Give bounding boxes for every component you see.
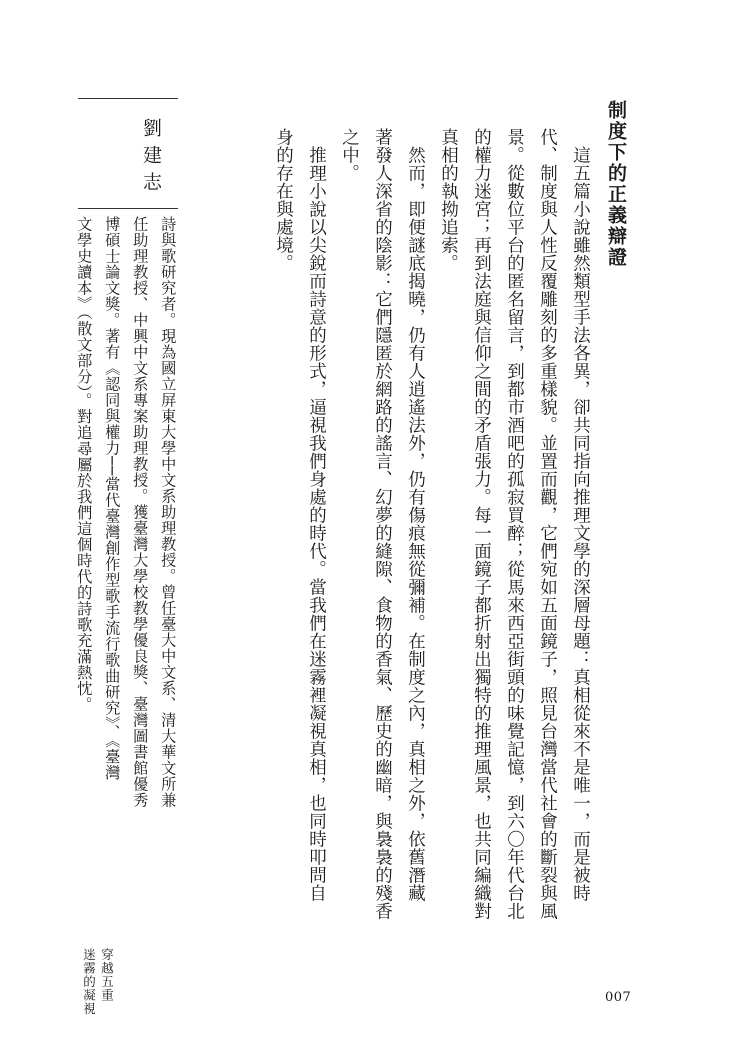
essay-line: 之中。 [339, 128, 360, 182]
running-title-line: 穿越五重 [99, 948, 115, 1002]
author-rule-bottom [78, 208, 178, 209]
author-bio-line: 博碩士論文獎。著有《認同與權力──當代臺灣創作型歌手流行歌曲研究》、《臺灣 [103, 216, 122, 781]
author-bio-line: 任助理教授、中興中文系專案助理教授。獲臺灣大學校教學優良獎、臺灣圖書館優秀 [131, 216, 150, 808]
essay-line: 景。從數位平台的匿名留言，到都市酒吧的孤寂買醉；從馬來西亞街頭的味覺記憶，到六〇年代台北 [504, 128, 525, 920]
author-bio-line: 詩與歌研究者。現為國立屏東大學中文系助理教授。曾任臺大中文系、清大華文所兼 [159, 216, 178, 808]
essay-line: 這五篇小說雖然類型手法各異，卻共同指向推理文學的深層母題：真相從來不是唯一，而是被時 [570, 128, 591, 902]
running-title-line: 迷霧的凝視 [81, 948, 97, 1016]
page-number: 007 [605, 990, 632, 1005]
essay-line: 著發人深省的陰影：它們隱匿於網路的謠言、幻夢的縫隙、食物的香氣、歷史的幽暗，與裊裊的殘香 [372, 128, 393, 920]
author-bio-line: 文學史讀本》（散文部分）。對追尋屬於我們這個時代的詩歌充滿熱忱。 [75, 216, 94, 713]
essay-line: 然而，即便謎底揭曉，仍有人逍遙法外，仍有傷痕無從彌補。在制度之內，真相之外，依舊潛藏 [405, 128, 426, 902]
author-rule-top [78, 98, 178, 99]
essay-line: 的權力迷宮；再到法庭與信仰之間的矛盾張力。每一面鏡子都折射出獨特的推理風景，也共同編織對 [471, 128, 492, 920]
essay-line: 代、制度與人性反覆雕刻的多重樣貌。並置而觀，它們宛如五面鏡子，照見台灣當代社會的斷裂與風 [537, 128, 558, 920]
essay-title: 制度下的正義辯證 [605, 100, 627, 268]
author-name: 劉建志 [140, 118, 162, 199]
essay-line: 身的存在與處境。 [273, 128, 294, 272]
essay-line: 推理小說以尖銳而詩意的形式，逼視我們身處的時代。當我們在迷霧裡凝視真相，也同時叩問自 [306, 128, 327, 902]
essay-line: 真相的執拗追索。 [438, 128, 459, 272]
